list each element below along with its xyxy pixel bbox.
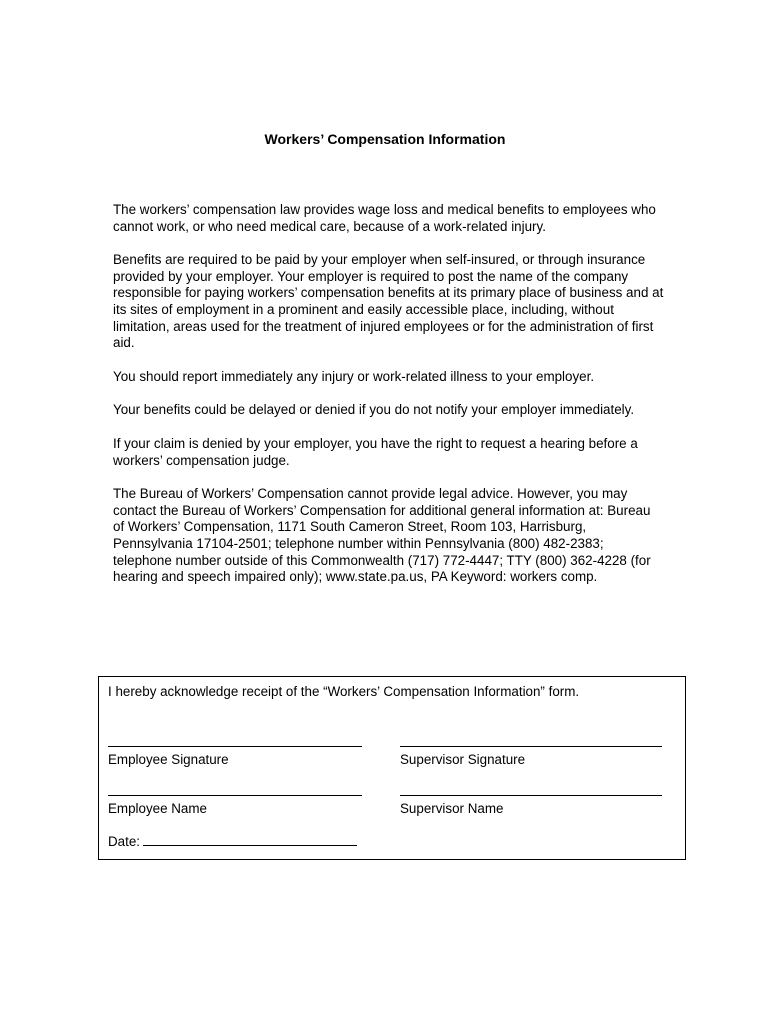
date-line[interactable]	[143, 833, 357, 846]
date-field	[108, 833, 357, 850]
supervisor-signature-field[interactable]	[400, 746, 662, 768]
acknowledgment-box	[98, 676, 686, 860]
acknowledgment-statement: I hereby acknowledge receipt of the “Workers’ Compensation Information” form.	[108, 684, 580, 699]
supervisor-name-line[interactable]	[400, 795, 662, 796]
employee-signature-label: Employee Signature	[108, 752, 229, 767]
supervisor-signature-line[interactable]	[400, 746, 662, 747]
date-label: Date:	[108, 834, 141, 849]
employee-signature-line[interactable]	[108, 746, 362, 747]
paragraph-bureau-contact: The Bureau of Workers’ Compensation cannot provide legal advice. However, you may contact the Bureau of Workers’ Compensation for additional general information at: Bureau of Workers’ Compensation, 1171 South Cameron Street, Room 103, Harrisburg, Pennsylvania 17104-2501; telephone number within Pennsylvania (800) 482-2383; telephone number outside of this Commonwealth (717) 772-4447; TTY (800) 362-4228 (for hearing and speech impaired only); www.state.pa.us, PA Keyword: workers comp.	[113, 486, 651, 585]
information-body	[113, 202, 665, 603]
paragraph-delay-warning: Your benefits could be delayed or denied if you do not notify your employer immediately.	[113, 402, 635, 418]
supervisor-name-field[interactable]	[400, 795, 662, 817]
paragraph-employer-obligations: Benefits are required to be paid by your employer when self-insured, or through insurance provided by your employer. Your employer is required to post the name of the company responsible for paying workers’ compensation benefits at its primary place of business and at its sites of employment in a prominent and easily accessible place, including, without limitation, areas used for the treatment of injured employees or for the administration of first aid.	[113, 252, 664, 351]
employee-signature-field[interactable]	[108, 746, 362, 768]
supervisor-signature-label: Supervisor Signature	[400, 752, 526, 767]
supervisor-name-label: Supervisor Name	[400, 801, 504, 816]
employee-name-label: Employee Name	[108, 801, 207, 816]
employee-name-line[interactable]	[108, 795, 362, 796]
paragraph-benefits-overview: The workers’ compensation law provides wage loss and medical benefits to employees who cannot work, or who need medical care, because of a work-related injury.	[113, 202, 656, 234]
paragraph-claim-denied: If your claim is denied by your employer, you have the right to request a hearing before a workers’ compensation judge.	[113, 435, 638, 468]
paragraph-report-injury: You should report immediately any injury or work-related illness to your employer.	[113, 368, 595, 384]
page-title: Workers’ Compensation Information	[264, 131, 506, 147]
employee-name-field[interactable]	[108, 795, 362, 817]
